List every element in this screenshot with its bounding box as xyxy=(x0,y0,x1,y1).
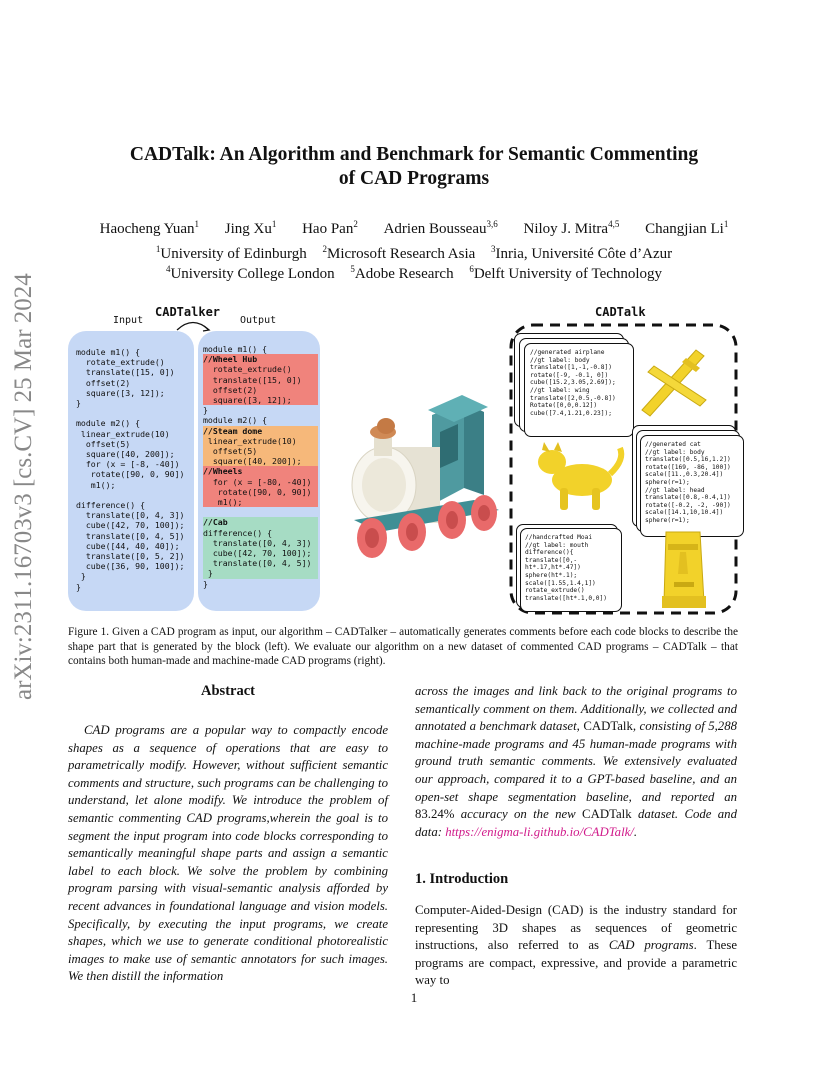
output-code-line: square([40, 200]); xyxy=(203,456,318,466)
affiliation: $^3$Inria, Université Côte d’Azur xyxy=(491,244,673,262)
output-code-line: offset(2) xyxy=(203,385,318,395)
output-code-line: } xyxy=(203,568,318,578)
author: Niloy J. Mitra$^{4,5}$ xyxy=(523,219,620,237)
output-code-line: } xyxy=(203,578,208,589)
affiliation: $^4$University College London xyxy=(165,264,335,282)
abstract-right-text: across the images and link back to the original programs to semantically comment on them. Additionally, we collected and annotated a benchmark dataset, CADTalk, consisting of 5,288 machine-made programs and 45 human-made programs with ground truth semantic comments. We extensively evaluated our approach, compared it to a GPT-based baseline, and an open-set shape segmentation baseline, and reported an 83.24% accuracy on the new CADTalk dataset. Code and data: https://enigma-li.github.io/CADTalk/. xyxy=(415,684,738,839)
author: Haocheng Yuan$^1$ xyxy=(99,219,199,237)
output-code-line: cube([42, 70, 100]); xyxy=(203,548,318,558)
author: Adrien Bousseau$^{3,6}$ xyxy=(383,219,498,237)
abstract-heading: Abstract xyxy=(201,683,255,699)
input-code: module m1() { rotate_extrude() translate([15, 0]) offset(2) square([3, 12]); } module m2() { linear_extrude(10) offset(5) square([40, 200]); for (x = [-8, -40]) rotate([90, 0, 90]) m1(); difference() { translate([0, 4, 3]) cube([42, 70, 100]); translate([0, 4, 5]) cube([44, 40, 40]); translate([0, 5, 2]) cube([36, 90, 100]); } } xyxy=(76,347,185,592)
output-code-line: linear_extrude(10) xyxy=(203,436,318,446)
input-label: Input xyxy=(113,315,144,326)
title-line-2: of CAD Programs xyxy=(338,168,490,189)
output-code-line: translate([0, 4, 3]) xyxy=(203,538,318,548)
arxiv-stamp: arXiv:2311.16703v3 [cs.CV] 25 Mar 2024 xyxy=(10,273,37,700)
cat-code: //generated cat //gt label: body translate([0.5,16,1.2]) rotate([169, -86, 100]) scale([11.,0.3,20.4]) sphere(r=1); //gt label: head translate([0.8,-0.4,1]) rotate([-0.2, -2, -90]) scale([14.1,10,10.4]) sphere(r=1); xyxy=(645,441,731,524)
abstract-left-text: CAD programs are a popular way to compactly encode shapes as a sequence of operations that are easy to parametrically modify. However, without sufficient semantic comments and structure, such programs can be challenging to understand, let alone modify. We introduce the problem of semantic commenting CAD programs,wherein the goal is to segment the input program into code blocks corresponding to semantically meaningful shape parts and assign a semantic label to each block. We solve the problem by combining program parsing with visual-semantic analysis afforded by recent advances in foundational language and vision models. Specifically, by executing the input programs, we create shapes, which we use to generate conditional photorealistic images to make use of semantic annotators for such images. We then distill the information xyxy=(68,723,388,984)
output-code-line: rotate([90, 0, 90]) xyxy=(203,487,318,497)
moai-code-card xyxy=(520,528,622,612)
airplane-render xyxy=(634,340,714,425)
author: Changjian Li$^1$ xyxy=(645,219,729,237)
output-code-line: //Cab xyxy=(203,517,318,527)
title-line-1: CADTalk: An Algorithm and Benchmark for Semantic Commenting xyxy=(129,144,699,165)
cat-code-card xyxy=(640,435,744,537)
affiliation: $^2$Microsoft Research Asia xyxy=(322,244,476,262)
affiliation: $^5$Adobe Research xyxy=(350,264,454,282)
affiliations-row-2 xyxy=(0,264,828,283)
moai-code: //handcrafted Moai //gt label: mouth difference(){ translate([0,- ht*.17,ht*.47]) sphere(ht*.1); scale([1.55,1.4,1]) rotate_extrude() translate([ht*.1,0,0]) xyxy=(525,534,607,602)
output-code-line: } xyxy=(203,405,208,416)
output-code-line xyxy=(203,507,318,517)
author: Jing Xu$^1$ xyxy=(224,219,277,237)
affiliation: $^1$University of Edinburgh xyxy=(155,244,307,262)
paper-title xyxy=(0,143,828,191)
output-code-line: //Steam dome xyxy=(203,426,318,436)
introduction-text: Computer-Aided-Design (CAD) is the industry standard for representing 3D shapes as sequences of geometric instructions, also referred to as CAD programs. These programs are compact, expressive, and provide a parametric way to xyxy=(415,903,737,988)
output-label: Output xyxy=(240,315,277,326)
output-code-line: module m1() { xyxy=(203,344,268,354)
cat-render xyxy=(530,440,630,520)
toy-train-render xyxy=(324,380,524,580)
input-code-panel xyxy=(68,331,194,611)
output-code-line: difference() { xyxy=(203,528,318,538)
page-number: 1 xyxy=(410,990,418,1005)
introduction-heading: 1. Introduction xyxy=(415,871,509,887)
airplane-code: //generated airplane //gt label: body translate([1,-1,-0.8]) rotate([-9, -0.1, 0]) cube([15.2,3.05,2.69]); //gt label: wing translate([2,0.5,-0.8]) Rotate([0,0,0.12]) cube([7.4,1.21,0.23]); xyxy=(530,349,616,417)
output-code-line: translate([15, 0]) xyxy=(203,375,318,385)
author-list xyxy=(0,219,828,238)
output-code-line: //Wheel Hub xyxy=(203,354,318,364)
author: Hao Pan$^2$ xyxy=(302,219,358,237)
output-code-line: translate([0, 4, 5]) xyxy=(203,558,318,568)
cadtalk-label: CADTalk xyxy=(595,305,646,319)
figure-1 xyxy=(68,300,740,618)
figure-caption: Figure 1. Given a CAD program as input, our algorithm – CADTalker – automatically generates comments before each code blocks to describe the shape part that is generated by the block (left). We evaluate our algorithm on a new dataset of commented CAD programs – CADTalk – that contains both human-made and machine-made CAD programs (right). xyxy=(68,626,738,667)
output-code-line: square([3, 12]); xyxy=(203,395,318,405)
code-data-link[interactable]: https://enigma-li.github.io/CADTalk/ xyxy=(445,824,634,839)
output-code-line: m1(); xyxy=(203,497,318,507)
output-code-line: offset(5) xyxy=(203,446,318,456)
output-code-line: rotate_extrude() xyxy=(203,364,318,374)
affiliations-row-1 xyxy=(0,244,828,263)
affiliation: $^6$Delft University of Technology xyxy=(469,264,663,282)
output-code-line: //Wheels xyxy=(203,466,318,476)
output-code-panel xyxy=(198,331,320,611)
output-code-line: module m2() { xyxy=(203,415,268,426)
moai-render xyxy=(654,526,714,612)
cadtalker-label: CADTalker xyxy=(155,305,221,319)
output-code-line: for (x = [-80, -40]) xyxy=(203,477,318,487)
output-code xyxy=(203,344,318,589)
airplane-code-card xyxy=(524,343,634,437)
